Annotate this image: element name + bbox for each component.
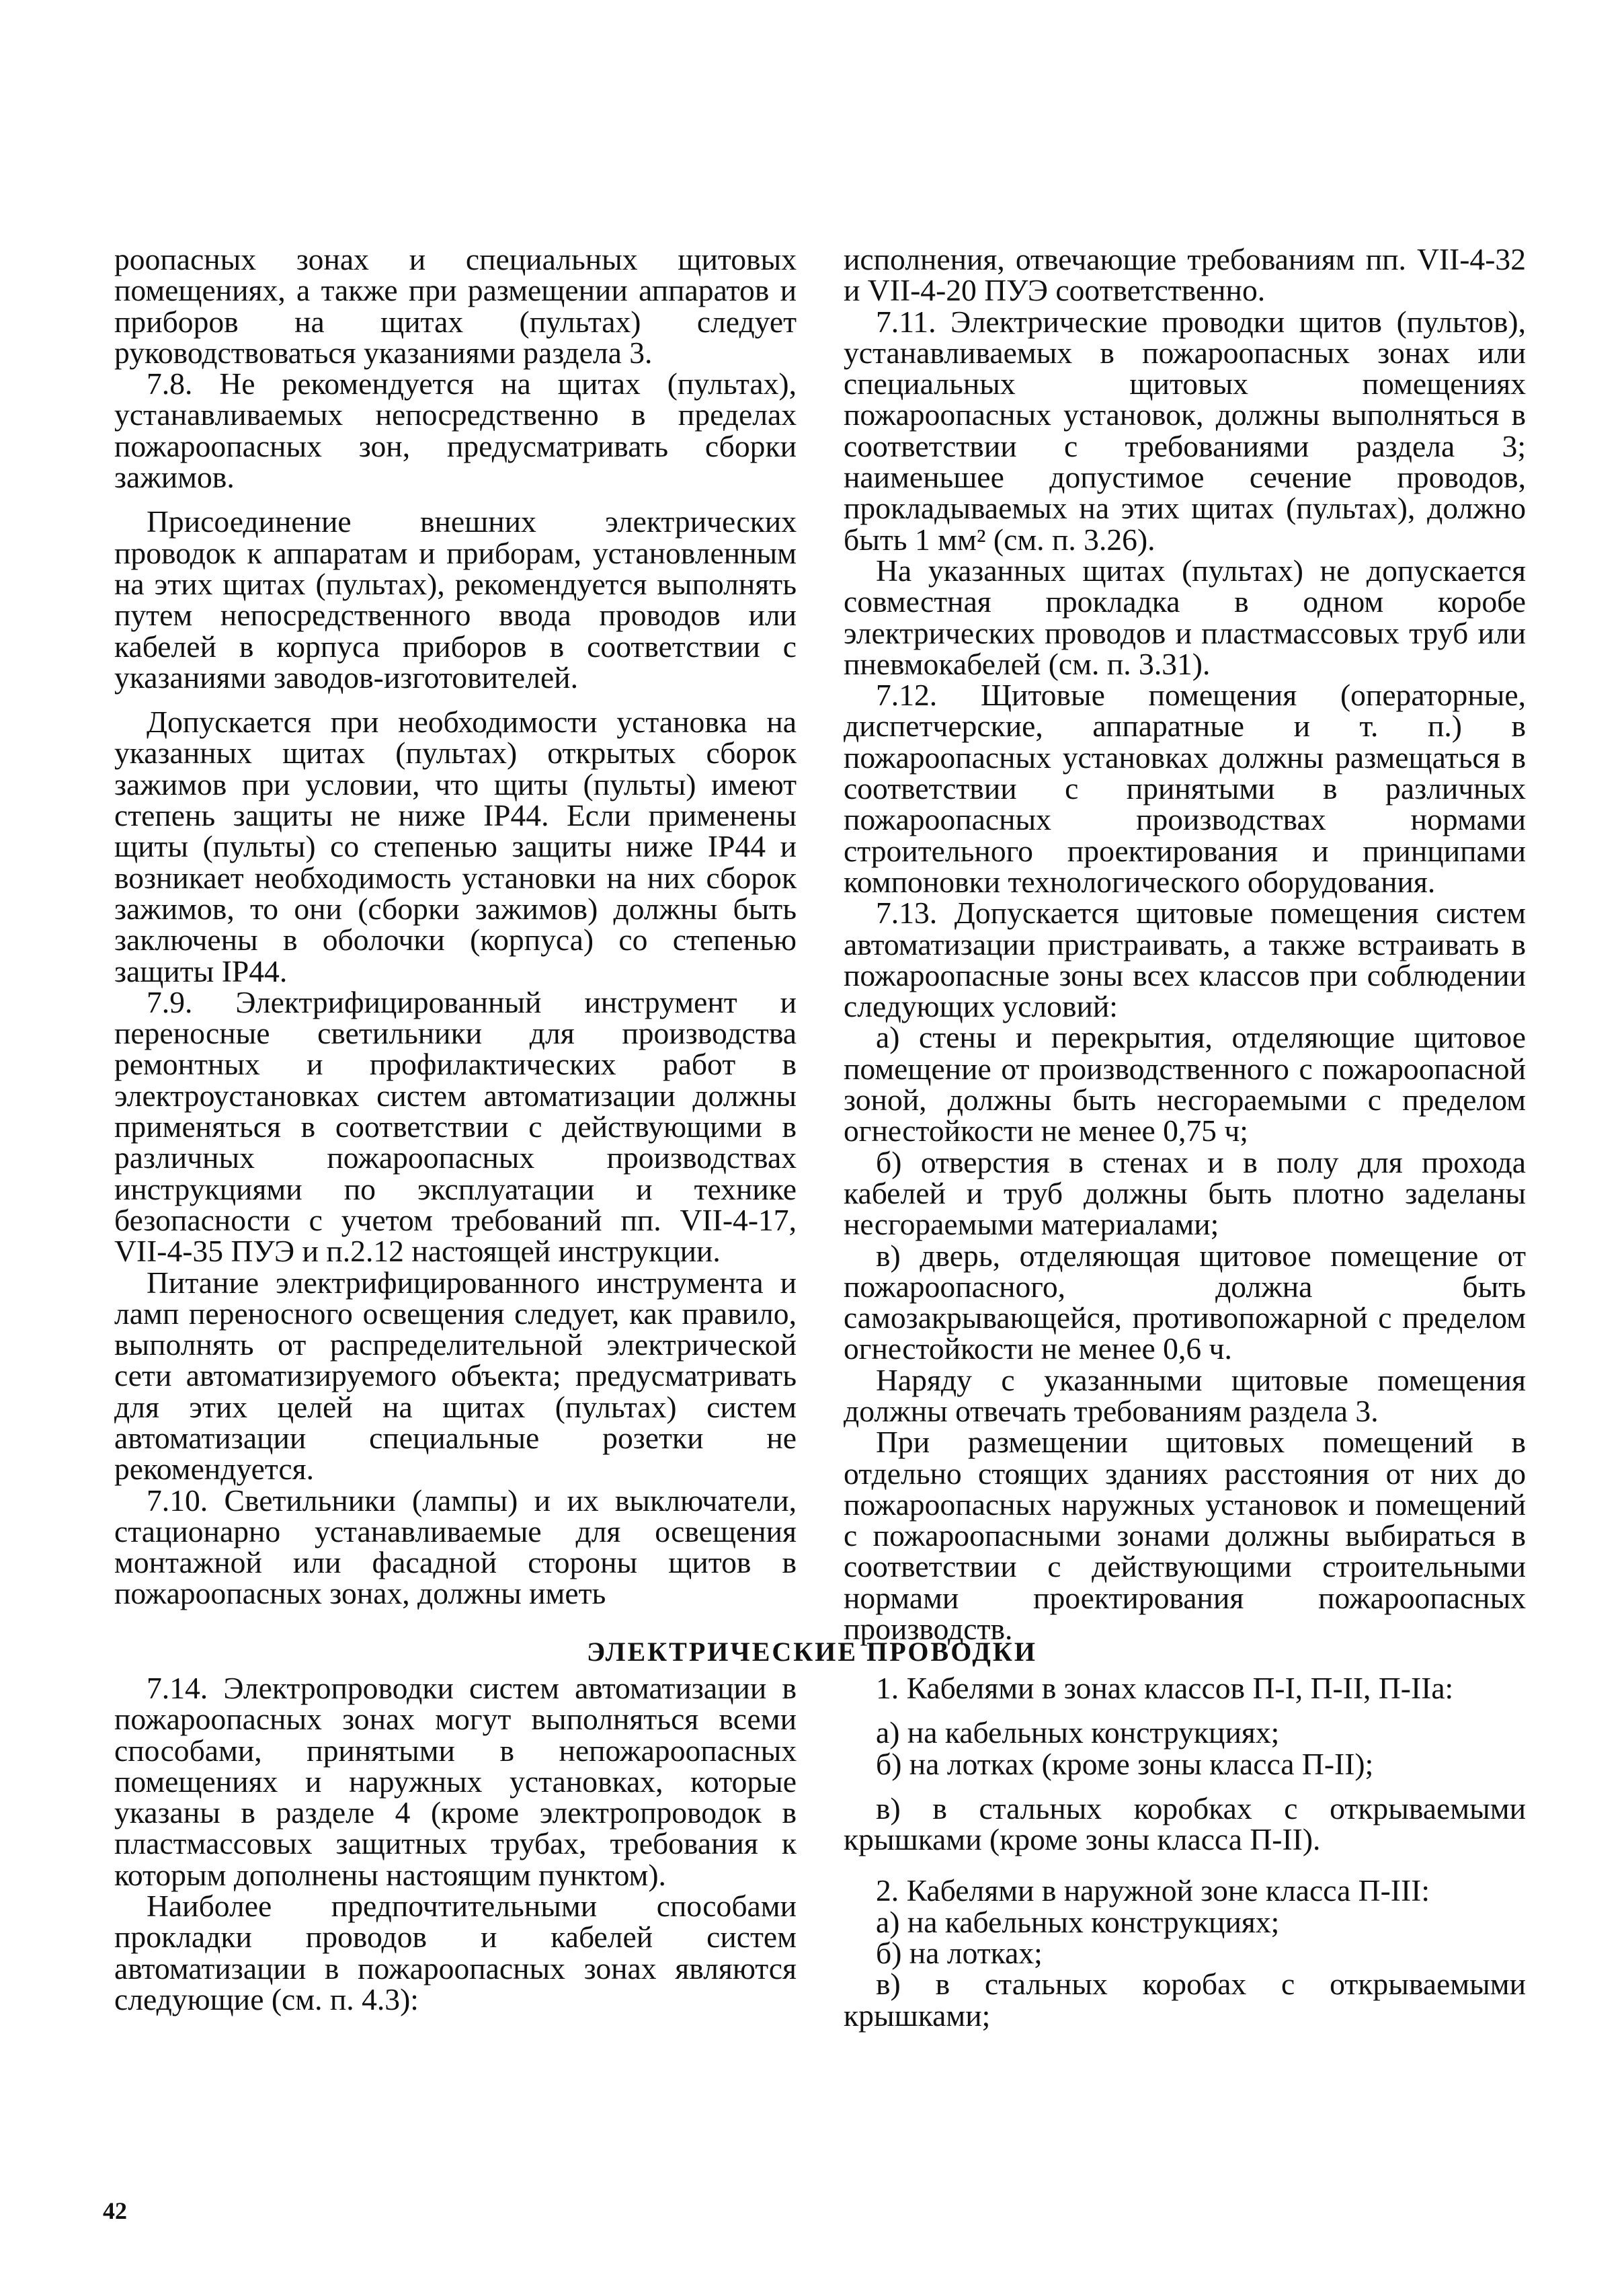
condition-c: в) дверь, отделяющая щитовое помещение от пожароопасного, должна быть самозакрывающейся, противопожарной с пределом огнестойкости не менее 0,6 ч. (844, 1238, 1526, 1366)
section-heading: ЭЛЕКТРИЧЕСКИЕ ПРОВОДКИ (587, 1637, 1037, 1667)
paragraph-continued: роопасных зонах и специальных щитовых помещениях, а также при размещении аппаратов и приборов на щитах (пультах) следует руководствоваться указаниями раздела 3. (114, 242, 797, 370)
paragraph-7-9: 7.9. Электрифицированный инструмент и переносные светильники для производства ремонтных и профилактических работ в электроустановках систем автоматизации должны применяться в соответствии с действующими в различных пожароопасных производствах инструкциями по эксплуатации и технике безопасности с учетом требований пп. VII-4-17, VII-4-35 ПУЭ и п.2.12 настоящей инструкции. (114, 984, 797, 1269)
paragraph-continued: исполнения, отвечающие требованиям пп. VII-4-32 и VII-4-20 ПУЭ соответственно. (844, 242, 1526, 308)
paragraph-terminal-blocks: Допускается при необходимости установка на указанных щитах (пультах) открытых сборок зажимов при условии, что щиты (пульты) имеют степень защиты не ниже IP44. Если применены щиты (пульты) со степенью защиты ниже IP44 и возникает необходимость установки на них сборок зажимов, то они (сборки зажимов) должны быть заключены в оболочки (корпуса) со степенью защиты IP44. (114, 705, 797, 988)
paragraph-joint-laying: На указанных щитах (пультах) не допускается совместная прокладка в одном коробе электрических проводов и пластмассовых труб или пневмокабелей (см. п. 3.31). (844, 553, 1526, 681)
left-column-top (114, 244, 797, 1610)
paragraph-separate-buildings: При размещении щитовых помещений в отдельно стоящих зданиях расстояния от них до пожароопасных наружных установок и помещений с пожароопасными зонами должны выбираться в соответствии с действующими строительными нормами проектирования пожароопасных производств. (844, 1425, 1526, 1647)
list-item-1b: б) на лотках (кроме зоны класса П-II); (876, 1746, 1374, 1781)
paragraph-7-8: 7.8. Не рекомендуется на щитах (пультах), устанавливаемых непосредственно в пределах пожароопасных зон, предусматривать сборки зажимов. (114, 366, 797, 495)
paragraph-power-supply: Питание электрифицированного инструмента и ламп переносного освещения следует, как правило, выполнять от распределительной электрической сети автоматизируемого объекта; предусматривать для этих целей на щитах (пультах) систем автоматизации специальные розетки не рекомендуется. (114, 1265, 797, 1487)
list-item-2a: а) на кабельных конструкциях; (876, 1904, 1280, 1939)
paragraph-preferred-methods: Наиболее предпочтительными способами прокладки проводов и кабелей систем автоматизации в пожароопасных зонах являются следующие (см. п. 4.3): (114, 1889, 797, 2016)
list-item-1: 1. Кабелями в зонах классов П-I, П-II, П-IIа: (876, 1671, 1454, 1705)
paragraph-7-12: 7.12. Щитовые помещения (операторные, диспетчерские, аппаратные и т. п.) в пожароопасных установках должны размещаться в соответствии с принятыми в различных пожароопасных производствах нормами строительного проектирования и принципами компоновки технологического оборудования. (844, 678, 1526, 899)
right-column-top (844, 244, 1526, 1645)
page-number: 42 (103, 2197, 127, 2224)
list-item-2: 2. Кабелями в наружной зоне класса П-III: (876, 1873, 1430, 1908)
right-column-bottom (844, 1673, 1526, 2031)
paragraph-connection: Присоединение внешних электрических проводок к аппаратам и приборам, установленным на этих щитах (пультах), рекомендуется выполнять путем непосредственного ввода проводов или кабелей в корпуса приборов в соответствии с указаниями заводов-изготовителей. (114, 504, 797, 695)
list-item-2c: в) в стальных коробах с открываемыми крышками; (844, 1967, 1526, 2033)
left-column-bottom (114, 1673, 797, 2015)
paragraph-7-14: 7.14. Электропроводки систем автоматизации в пожароопасных зонах могут выполняться всеми способами, принятыми в непожароопасных помещениях и наружных установках, которые указаны в разделе 4 (кроме электропроводок в пластмассовых защитных трубах, требования к которым дополнены настоящим пунктом). (114, 1671, 797, 1892)
list-item-2b: б) на лотках; (876, 1936, 1043, 1971)
condition-a: а) стены и перекрытия, отделяющие щитовое помещение от производственного с пожароопасной зоной, должны быть несгораемыми с пределом огнестойкости не менее 0,75 ч; (844, 1020, 1526, 1148)
paragraph-7-10: 7.10. Светильники (лампы) и их выключатели, стационарно устанавливаемые для освещения монтажной или фасадной стороны щитов в пожароопасных зонах, должны иметь (114, 1483, 797, 1611)
list-item-1c: в) в стальных коробках с открываемыми крышками (кроме зоны класса П-II). (844, 1791, 1526, 1857)
paragraph-section-3-requirements: Наряду с указанными щитовые помещения должны отвечать требованиям раздела 3. (844, 1362, 1526, 1428)
list-item-1a: а) на кабельных конструкциях; (876, 1715, 1280, 1750)
paragraph-7-13: 7.13. Допускается щитовые помещения систем автоматизации пристраивать, а также встраивать в пожароопасные зоны всех классов при соблюдении следующих условий: (844, 896, 1526, 1024)
paragraph-7-11: 7.11. Электрические проводки щитов (пультов), устанавливаемых в пожароопасных зонах или специальных щитовых помещениях пожароопасных установок, должны выполняться в соответствии с требованиями раздела 3; наименьшее допустимое сечение проводов, прокладываемых на этих щитах (пультах), должно быть 1 мм² (см. п. 3.26). (844, 304, 1526, 557)
condition-b: б) отверстия в стенах и в полу для прохода кабелей и труб должны быть плотно заделаны несгораемыми материалами; (844, 1144, 1526, 1242)
